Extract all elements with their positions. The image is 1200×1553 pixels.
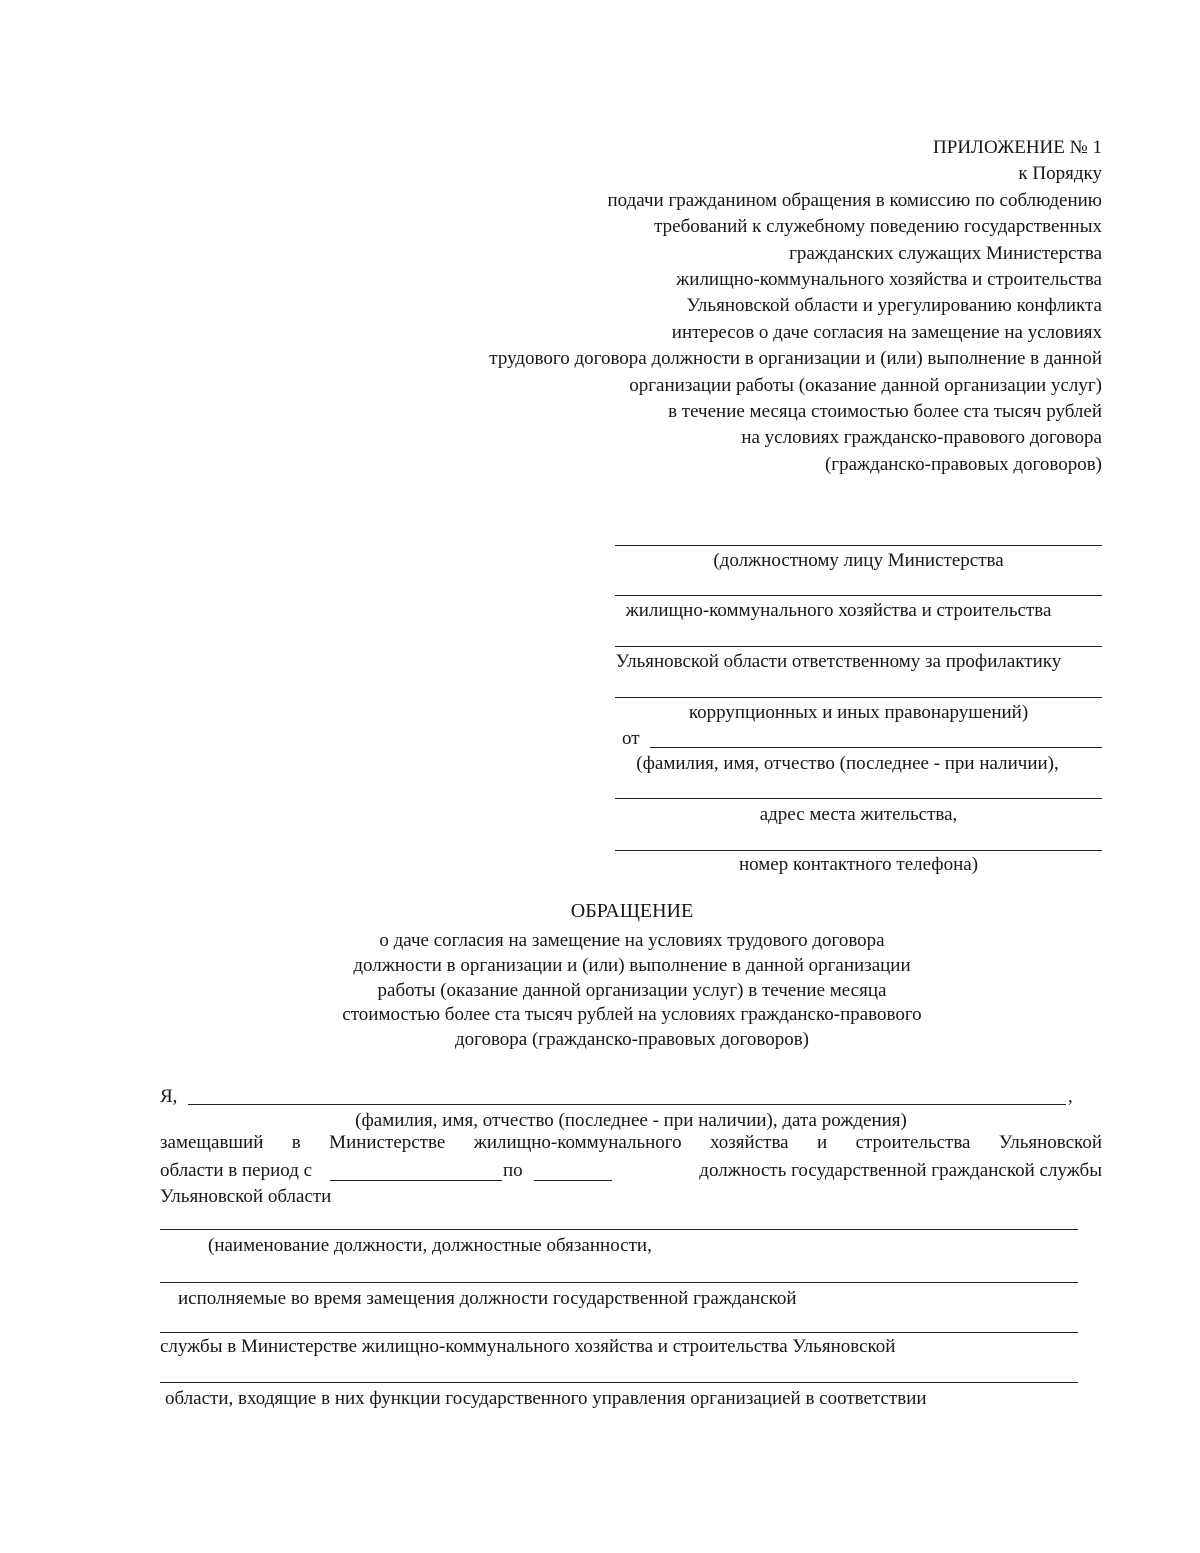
period-to-label: по (503, 1160, 523, 1181)
period-suffix: должность государственной гражданской службы (699, 1160, 1102, 1181)
addressee-caption: Ульяновской области ответственному за профилактику (615, 651, 1062, 672)
position-caption: области, входящие в них функции государственного управления организацией в соответствии (165, 1388, 927, 1409)
appendix-line: Ульяновской области и урегулированию конфликта (686, 295, 1102, 317)
position-caption: службы в Министерстве жилищно-коммунального хозяйства и строительства Ульяновской (160, 1336, 896, 1357)
position-caption: исполняемые во время замещения должности государственной гражданской (178, 1288, 797, 1309)
region-text: Ульяновской области (160, 1186, 332, 1207)
position-blank-line[interactable] (160, 1382, 1078, 1383)
appendix-header (489, 135, 1102, 478)
address-blank-line[interactable] (615, 798, 1102, 799)
i-label: Я, (160, 1086, 178, 1107)
appendix-line: требований к служебному поведению государственных (654, 216, 1102, 238)
addressee-blank-line[interactable] (615, 697, 1102, 698)
phone-blank-line[interactable] (615, 850, 1102, 851)
appendix-number: ПРИЛОЖЕНИЕ № 1 (933, 137, 1102, 158)
appendix-line: на условиях гражданско-правового договора (741, 427, 1102, 449)
appendix-line: организации работы (оказание данной организации услуг) (629, 374, 1102, 396)
position-blank-line[interactable] (160, 1282, 1078, 1283)
subtitle-line: должности в организации и (или) выполнение в данной организации (353, 954, 911, 976)
from-label: от (622, 728, 640, 749)
appendix-line: жилищно-коммунального хозяйства и строительства (676, 269, 1102, 291)
period-to-blank[interactable] (534, 1180, 612, 1181)
position-caption: (наименование должности, должностные обязанности, (208, 1235, 652, 1256)
phone-caption: номер контактного телефона) (738, 854, 979, 875)
held-position-text: замещавший в Министерстве жилищно-коммунального хозяйства и строительства Ульяновской (160, 1132, 1102, 1153)
addressee-caption: жилищно-коммунального хозяйства и строительства (625, 600, 1052, 621)
applicant-caption: (фамилия, имя, отчество (последнее - при наличии), дата рождения) (355, 1110, 907, 1131)
position-blank-line[interactable] (160, 1229, 1078, 1230)
i-comma: , (1068, 1086, 1073, 1107)
addressee-blank-line[interactable] (615, 595, 1102, 596)
addressee-blank-line[interactable] (615, 545, 1102, 546)
name-caption: (фамилия, имя, отчество (последнее - при наличии), (636, 753, 1059, 774)
appendix-line: к Порядку (1018, 163, 1102, 185)
addressee-blank-line[interactable] (615, 646, 1102, 647)
subtitle-line: стоимостью более ста тысяч рублей на условиях гражданско-правового (342, 1004, 922, 1026)
subtitle-line: договора (гражданско-правовых договоров) (454, 1029, 810, 1051)
period-prefix: области в период с (160, 1160, 313, 1181)
appendix-line: гражданских служащих Министерства (789, 242, 1102, 264)
applicant-name-line[interactable] (188, 1104, 1066, 1105)
position-blank-line[interactable] (160, 1332, 1078, 1333)
address-caption: адрес места жительства, (759, 804, 958, 825)
subtitle-line: работы (оказание данной организации услуг) в течение месяца (377, 979, 887, 1001)
appendix-line: в течение месяца стоимостью более ста тысяч рублей (668, 401, 1102, 423)
period-from-blank[interactable] (330, 1180, 502, 1181)
document-subtitle (0, 929, 1200, 1053)
addressee-caption: коррупционных и иных правонарушений) (688, 702, 1029, 723)
appendix-line: (гражданско-правовых договоров) (824, 453, 1102, 475)
appendix-line: подачи гражданином обращения в комиссию по соблюдению (607, 189, 1102, 211)
appendix-line: трудового договора должности в организации и (или) выполнение в данной (489, 348, 1102, 370)
appendix-line: интересов о даче согласия на замещение на условиях (671, 321, 1102, 343)
addressee-caption: (должностному лицу Министерства (713, 550, 1004, 571)
document-title: ОБРАЩЕНИЕ (570, 900, 694, 922)
from-name-line[interactable] (650, 747, 1102, 748)
subtitle-line: о даче согласия на замещение на условиях трудового договора (379, 930, 885, 951)
